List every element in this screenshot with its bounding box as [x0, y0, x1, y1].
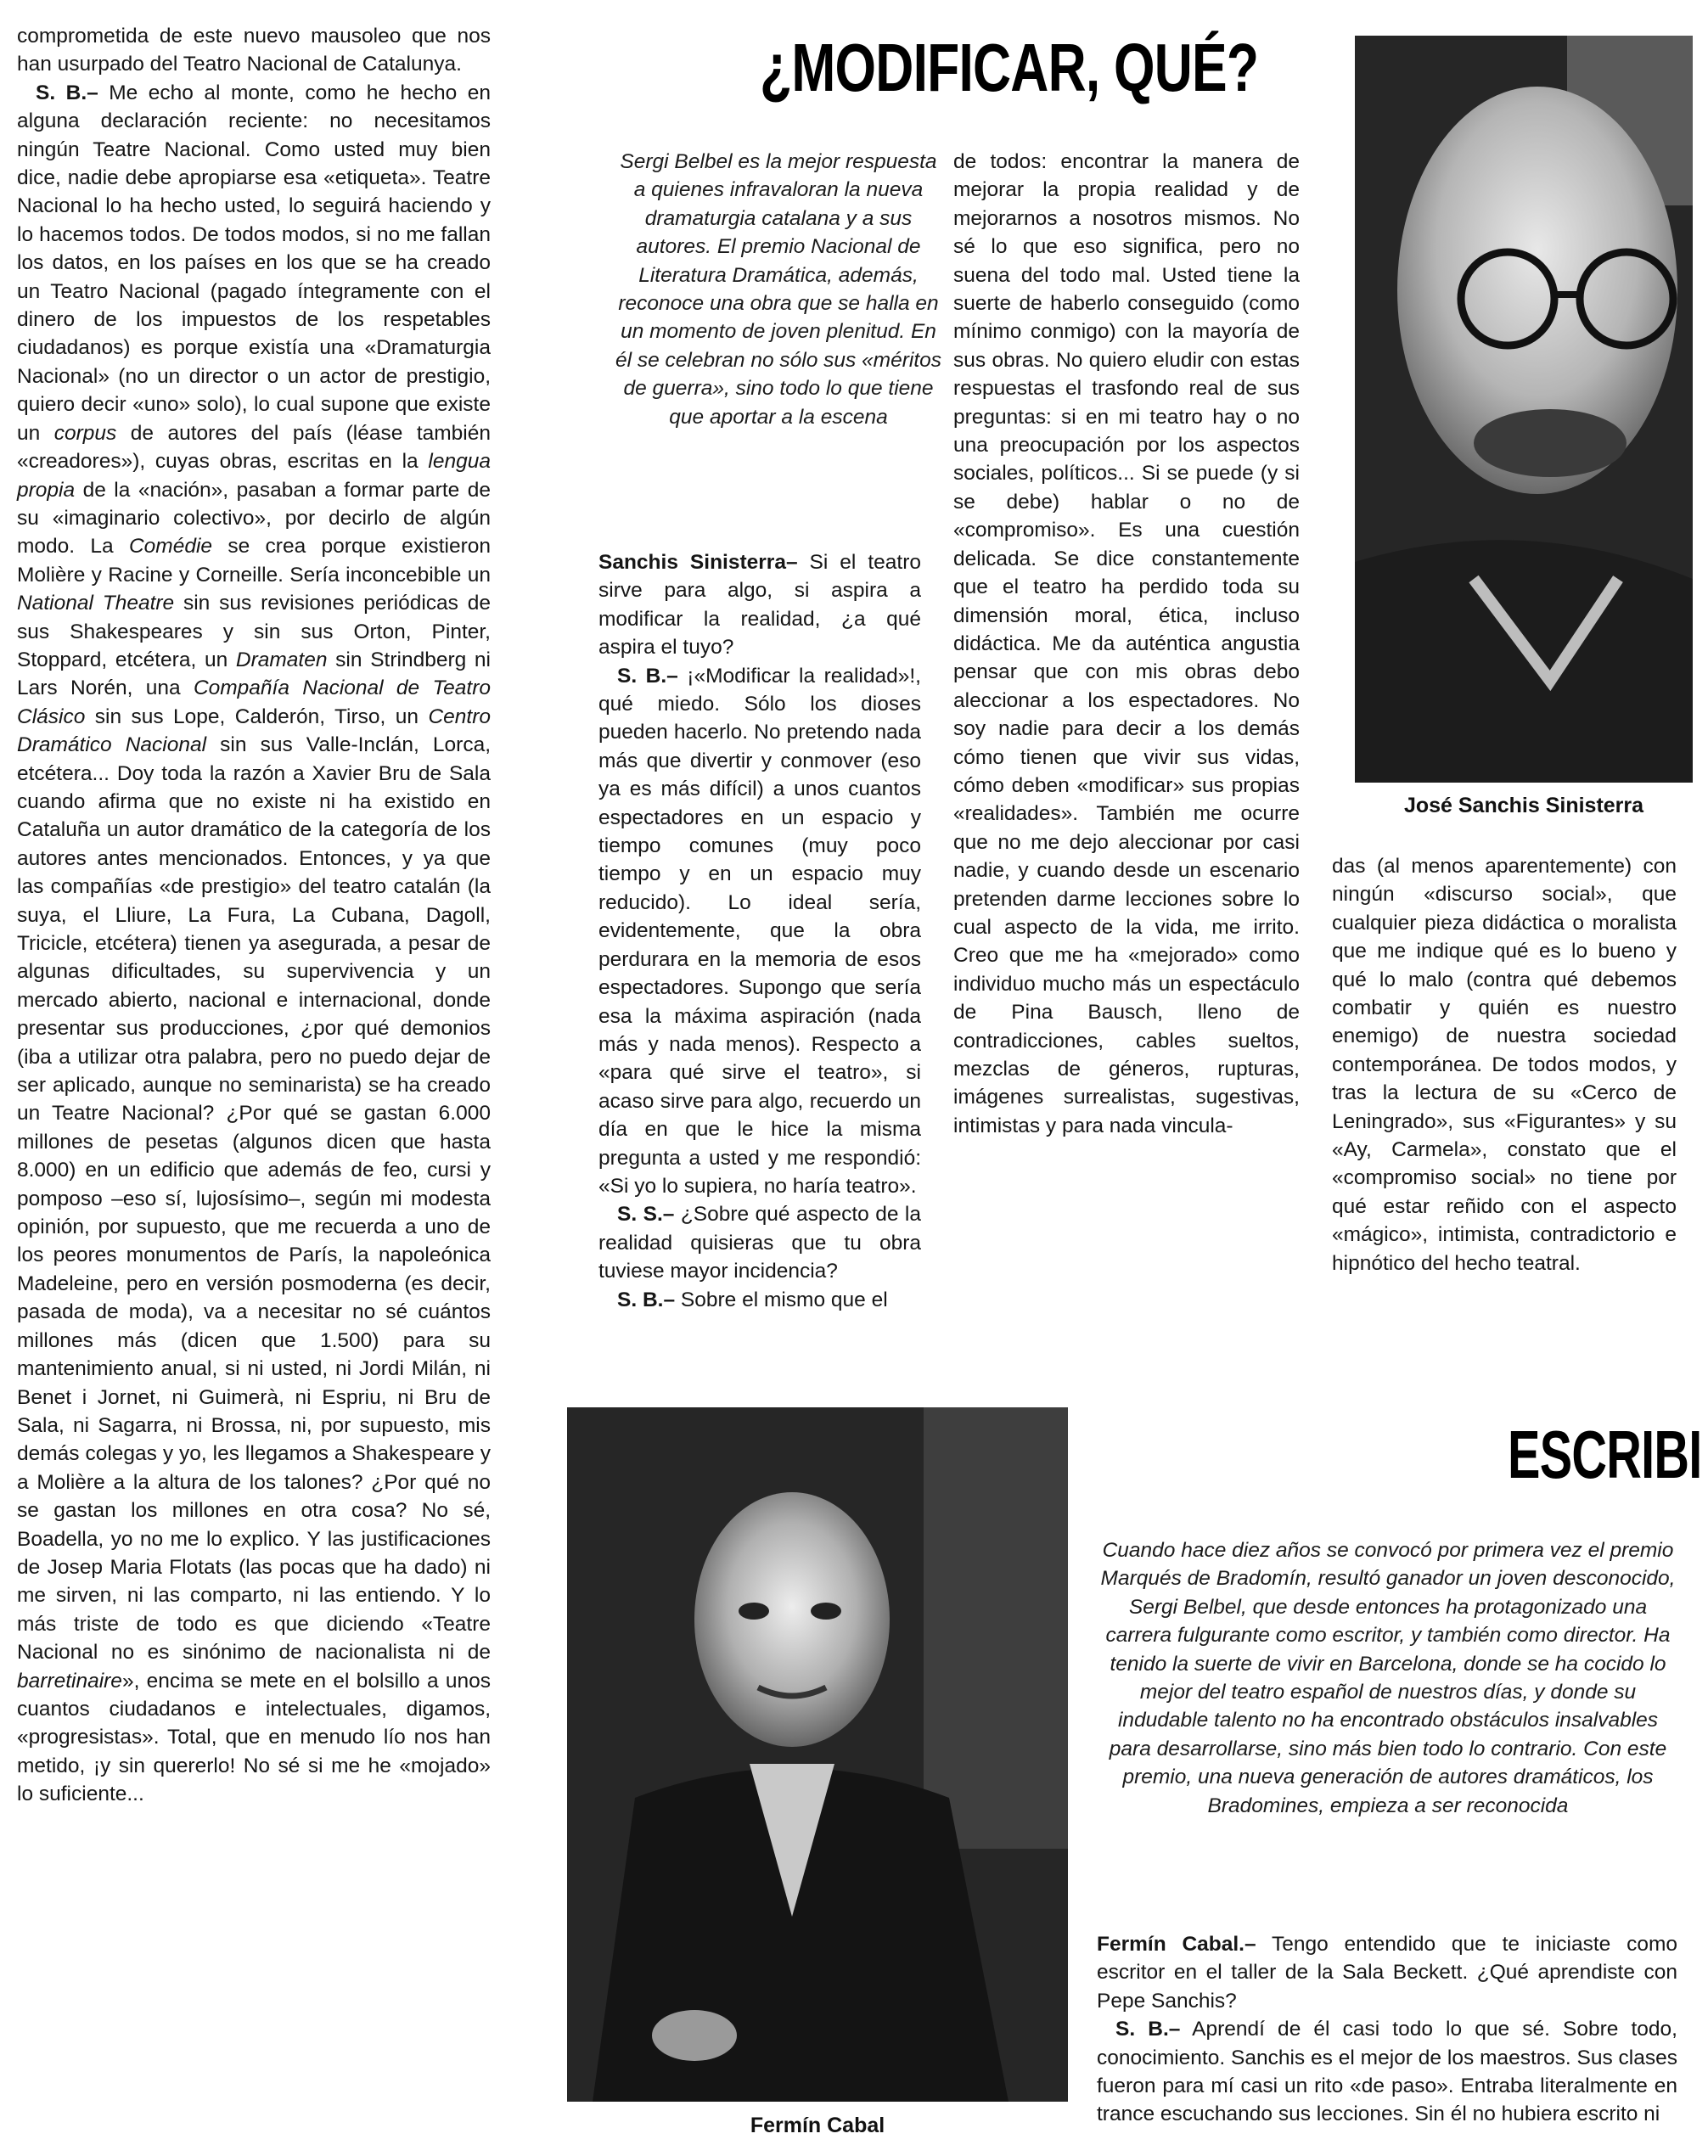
paragraph: S. B.– Aprendí de él casi todo lo que sé. Sobre todo, conocimiento. Sanchis es el mejor de los maestros. Sus clases fueron para mí casi un rito «de paso». Entraba literalmente en trance escuchando sus lecciones. Sin él no hubiera escrito ni: [1097, 2018, 1677, 2126]
article-headline: ¿MODIFICAR, QUÉ?: [760, 30, 1259, 105]
portrait-image: [567, 1407, 1068, 2102]
photo-caption: José Sanchis Sinisterra: [1403, 794, 1644, 817]
paragraph: S. B.– ¡«Modificar la realidad»!, qué miedo. Sólo los dioses pueden hacerlo. No pretendo nada más que divertir y conmover (eso ya es más difícil) a unos cuantos espectadores en un espacio y tiempo comunes (muy poco tiempo y en un espacio muy reducido). Lo ideal sería, evidentemente, que la obra perdurara en la memoria de esos espectadores. Supongo que sería esa la máxima aspiración (nada más y nada menos). Respecto a «para qué sirve el teatro», si acaso sirve para algo, recuerdo un día en que le hice la misma pregunta a usted y me respondió: «Si yo lo supiera, no haría teatro».: [598, 664, 921, 1198]
speaker-label: S. B.–: [617, 1288, 676, 1311]
left-column: [17, 22, 491, 1809]
article-headline: ESCRIBI: [1508, 1417, 1702, 1492]
speaker-label: S. B.–: [617, 664, 678, 688]
paragraph: S. S.– ¿Sobre qué aspecto de la realidad quisieras que tu obra tuviese mayor incidencia?: [598, 1203, 921, 1283]
article2-body: [1097, 1930, 1677, 2129]
article-intro: Sergi Belbel es la mejor respuesta a quienes infravaloran la nueva dramaturgia catalana y a sus autores. El premio Nacional de Literatura Dramática, además, reconoce una obra que se halla en un momento de joven plenitud. En él se celebran no sólo sus «méritos de guerra», sino todo lo que tiene que aportar a la escena: [615, 150, 942, 429]
speaker-label: S. B.–: [36, 81, 98, 104]
far-right-column: [1332, 852, 1677, 1277]
paragraph: comprometida de este nuevo mausoleo que nos han usurpado del Teatro Nacional de Catalunya.: [17, 25, 491, 76]
speaker-label: S. S.–: [617, 1203, 675, 1227]
paragraph: S. B.– Me echo al monte, como he hecho en alguna declaración reciente: no necesitamos ningún Teatre Nacional. Como usted muy bien dice, nadie debe apropiarse esa «etiqueta». Teatre Nacional lo ha hecho usted, lo seguirá haciendo y lo hacemos todos. De todos modos, si no me fallan los datos, en los países en los que se ha creado un Teatro Nacional (pagado íntegramente con el dinero de los impuestos de los respetables ciudadanos) es porque existía una «Dramaturgia Nacional» (no un director o un actor de prestigio, quiero decir «uno» solo), lo cual supone que existe un corpus de autores del país (léase también «creadores»), cuyas obras, escritas en la lengua propia de la «nación», pasaban a formar parte de su «imaginario colectivo», por decirlo de algún modo. La Comédie se crea porque existieron Molière y Racine y Corneille. Sería inconcebible un National Theatre sin sus revisiones periódicas de sus Shakespeares y sin sus Orton, Pinter, Stoppard, etcétera, un Dramaten sin Strindberg ni Lars Norén, una Compañía Nacional de Teatro Clásico sin sus Lope, Calderón, Tirso, un Centro Dramático Nacional sin sus Valle-Inclán, Lorca, etcétera... Doy toda la razón a Xavier Bru de Sala cuando afirma que no existe ni ha existido en Cataluña un autor dramático de la categoría de los autores antes mencionados. Entonces, y ya que las compañías «de prestigio» del teatro catalán (la suya, el Lliure, La Fura, La Cubana, Dagoll, Tricicle, etcétera) tienen ya asegurada, a pesar de algunas dificultades, su supervivencia y un mercado abierto, nacional e internacional, donde presentar sus producciones, ¿por qué demonios (iba a utilizar otra palabra, pero no puedo dejar de ser aplicado, aunque no seminarista) se ha creado un Teatre Nacional? ¿Por qué se gastan 6.000 millones de pesetas (algunos dicen que hasta 8.000) en un edificio que además de feo, cursi y pomposo –eso sí, lujosísimo–, según mi modesta opinión, por supuesto, que me recuerda a uno de los peores monumentos de París, la napoleónica Madeleine, pero en versión posmoderna (es decir, pasada de moda), va a necesitar no sé cuántos millones más (dicen que 1.500) para su mantenimiento anual, si ni usted, ni Jordi Milán, ni Benet i Jornet, ni Guimerà, ni Espriu, ni Bru de Sala, ni Sagarra, ni Brossa, ni, por supuesto, mis demás colegas y yo, les llegamos a Shakespeare y a Molière a la altura de los talones? ¿Por qué no se gastan los millones en otra cosa? No sé, Boadella, yo no me lo explico. Y las justificaciones de Josep Maria Flotats (las pocas que ha dado) ni me sirven, ni las comparto, ni las entiendo. Y lo más triste de todo es que diciendo «Teatre Nacional no es sinónimo de nacionalista ni de barretinaire», encima se mete en el bolsillo a unos cuantos ciudadanos e intelectuales, digamos, «progresistas». Total, que en menudo lío nos han metido, ¡y sin quererlo! No sé si me he «mojado» lo suficiente...: [17, 81, 491, 1806]
paragraph: das (al menos aparentemente) con ningún «discurso social», que cualquier pieza didáctica o moralista que me indique qué es lo bueno y qué lo malo (contra qué debemos combatir y quién es nuestro enemigo) de nuestra sociedad contemporánea. De todos modos, y tras la lectura de su «Cerco de Leningrado», sus «Figurantes» y su «Ay, Carmela», constato que el «compromiso social» no tiene por qué estar reñido con el aspecto «mágico», intimista, contradictorio e hipnótico del hecho teatral.: [1332, 855, 1677, 1275]
speaker-label: Fermín Cabal.–: [1097, 1933, 1256, 1956]
photo-caption: Fermín Cabal: [750, 2114, 885, 2137]
speaker-label: S. B.–: [1115, 2018, 1181, 2041]
paragraph: de todos: encontrar la manera de mejorar la propia realidad y de mejorarnos a nosotros mismos. No sé lo que eso significa, pero no suena del todo mal. Usted tiene la suerte de haberlo conseguido (como mínimo conmigo) con la mayoría de sus obras. No quiero eludir con estas respuestas el trasfondo real de sus preguntas: si en mi teatro hay o no una preocupación por los aspectos sociales, políticos... Si se puede (y si se debe) hablar o no de «compromiso». Es una cuestión delicada. Se dice constantemente que el teatro ha perdido toda su dimensión moral, ética, incluso didáctica. Me da auténtica angustia pensar que con mis obras debo aleccionar a los espectadores. No soy nadie para decir a los demás cómo tienen que vivir sus vidas, cómo deben «modificar» sus propias «realidades». También me ocurre que no me dejo aleccionar por casi nadie, y cuando desde un escenario pretenden darme lecciones sobre lo cual aspecto de la vida, me irrito. Creo que me ha «mejorado» como individuo mucho más un espectáculo de Pina Bausch, lleno de contradicciones, cables sueltos, mezclas de géneros, rupturas, imágenes surrealistas, sugestivas, intimistas y para nada vincula-: [953, 150, 1300, 1137]
portrait-image: [1355, 36, 1693, 783]
right-column: [953, 148, 1300, 1140]
middle-column: [598, 548, 921, 1314]
portrait-photo-sanchis: [1355, 36, 1693, 783]
paragraph: Sanchis Sinisterra– Si el teatro sirve para algo, si aspira a modificar la realidad, ¿a qué aspira el tuyo?: [598, 551, 921, 660]
portrait-photo-cabal: [567, 1407, 1068, 2102]
article-intro: Cuando hace diez años se convocó por primera vez el premio Marqués de Bradomín, resultó ganador un joven desconocido, Sergi Belbel, que desde entonces ha protagonizado una carrera fulgurante como escritor, y también como director. Ha tenido la suerte de vivir en Barcelona, donde se ha cocido lo mejor del teatro español de nuestros días, y donde su indudable talento no ha encontrado obstáculos insalvables para desarrollarse, sino más bien todo lo contrario. Con este premio, una nueva generación de autores dramáticos, los Bradomines, empieza a ser reconocida: [1100, 1539, 1676, 1817]
speaker-label: Sanchis Sinisterra–: [598, 551, 798, 574]
paragraph: S. B.– Sobre el mismo que el: [617, 1288, 888, 1311]
paragraph: Fermín Cabal.– Tengo entendido que te iniciaste como escritor en el taller de la Sala Beckett. ¿Qué aprendiste con Pepe Sanchis?: [1097, 1933, 1678, 2013]
